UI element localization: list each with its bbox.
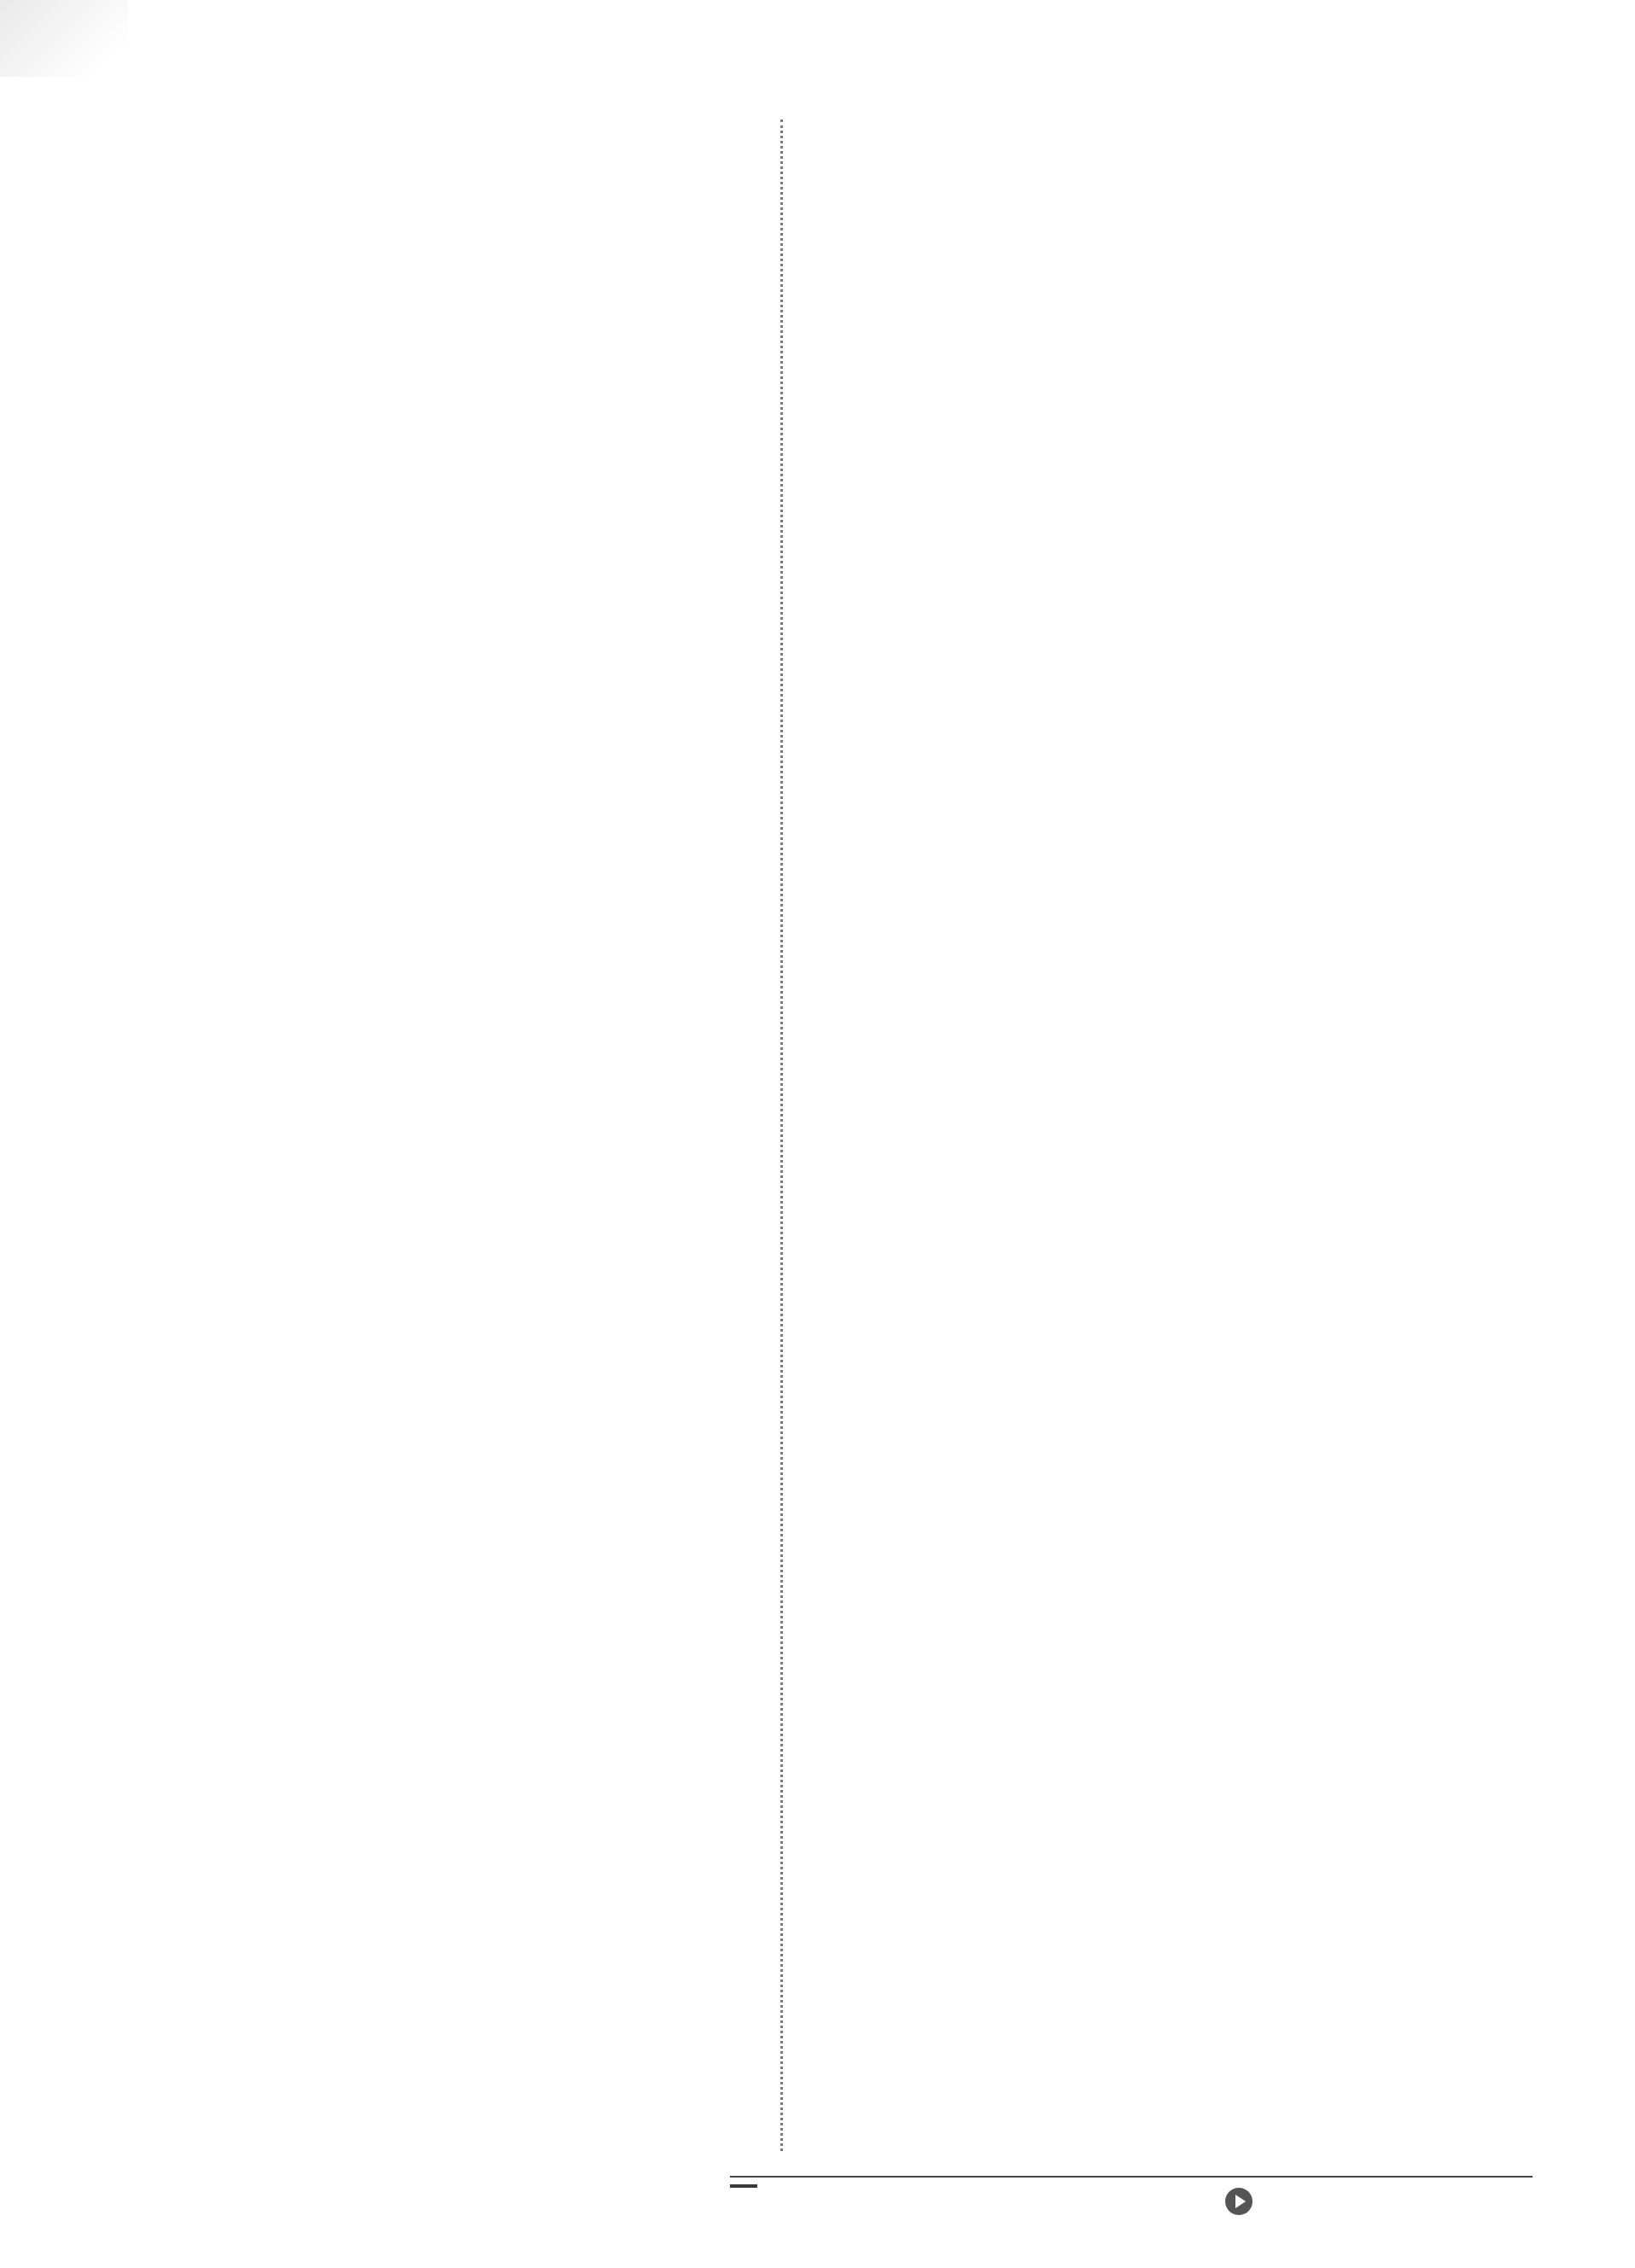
footer-badge xyxy=(730,2184,757,2188)
play-icon xyxy=(1225,2188,1253,2215)
page-corner-shade xyxy=(0,0,128,77)
column-divider xyxy=(780,120,783,2151)
page-footer xyxy=(730,2176,1533,2225)
